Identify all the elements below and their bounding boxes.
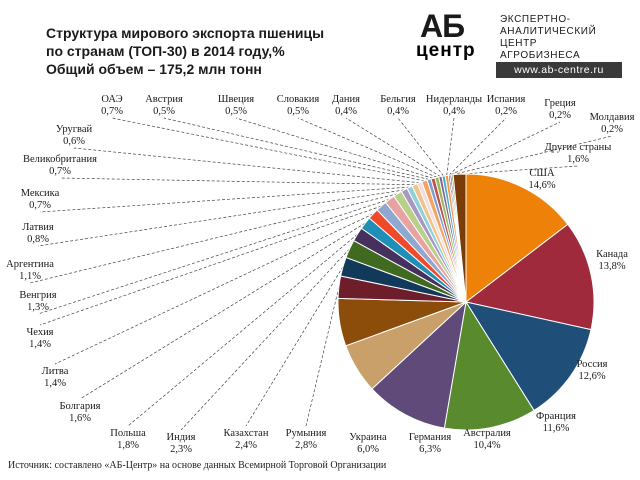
slice-label-value-24: 0,5% [287,106,309,117]
leader-line-22 [164,118,429,179]
slice-label-value-5: 10,4% [473,440,501,451]
leader-line-15 [38,199,390,314]
slice-label-value-2: 13,8% [598,261,626,272]
leader-line-23 [236,118,433,178]
slice-label-value-11: 1,8% [117,440,139,451]
slice-label-name-9: Казахстан [223,428,269,439]
slice-label-value-19: 0,7% [49,166,71,177]
slice-label-name-13: Литва [41,366,69,377]
logo-line-2: АНАЛИТИЧЕСКИЙ [500,26,597,37]
leader-line-12 [80,223,365,399]
slice-label-value-15: 1,3% [27,302,49,313]
slice-label-name-25: Дания [332,94,360,105]
slice-label-name-24: Словакия [276,94,320,105]
slice-label-name-14: Чехия [26,327,54,338]
leader-line-19 [60,178,415,185]
leader-line-24 [298,118,437,177]
logo-url: www.ab-centre.ru [496,62,622,78]
slice-label-value-16: 1,1% [19,271,41,282]
slice-label-name-28: Испания [486,94,526,105]
slice-label-value-23: 0,5% [225,106,247,117]
slice-label-value-12: 1,6% [69,413,91,424]
slice-label-name-3: Россия [576,359,608,370]
slice-label-value-4: 11,6% [542,423,570,434]
slice-label-value-20: 0,6% [63,136,85,147]
slice-label-value-26: 0,4% [387,106,409,117]
slice-label-value-8: 2,8% [295,440,317,451]
leader-line-13 [55,214,373,364]
slice-label-value-13: 1,4% [44,378,66,389]
leader-line-18 [40,187,410,212]
slice-label-value-21: 0,7% [101,106,123,117]
leader-line-11 [128,234,357,426]
title-line-1: Структура мирового экспорта пшеницы [46,25,325,41]
leader-line-28 [449,118,506,175]
leader-line-14 [40,206,381,325]
slice-label-name-31: Другие страны [544,142,612,153]
slice-label-name-2: Канада [596,249,628,260]
logo-line-4: АГРОБИЗНЕСА [500,50,581,61]
slice-label-name-8: Румыния [285,428,327,439]
slice-label-value-14: 1,4% [29,339,51,350]
logo-mark-sub: центр [416,40,476,61]
slice-label-value-22: 0,5% [153,106,175,117]
slice-label-name-12: Болгария [59,401,101,412]
slice-label-value-17: 0,8% [27,234,49,245]
slice-label-value-18: 0,7% [29,200,51,211]
source-note: Источник: составлено «АБ-Центр» на основе данных Всемирной Торговой Организации [8,460,387,471]
slice-label-name-4: Франция [536,411,576,422]
slice-label-name-11: Польша [110,428,146,439]
slice-label-name-22: Австрия [145,94,183,105]
slice-label-name-20: Уругвай [55,124,93,135]
slice-label-value-30: 0,2% [601,124,623,135]
logo-line-1: ЭКСПЕРТНО- [500,14,571,25]
slice-label-value-9: 2,4% [235,440,257,451]
slice-label-name-18: Мексика [20,188,60,199]
slice-label-name-19: Великобритания [23,154,97,165]
slice-label-name-15: Венгрия [19,290,57,301]
leader-line-21 [112,118,424,181]
slice-label-value-7: 6,0% [357,444,379,455]
leader-line-29 [451,122,560,175]
leader-line-8 [306,287,339,426]
slice-label-value-31: 1,6% [567,154,589,165]
logo-line-3: ЦЕНТР [500,38,538,49]
slice-label-name-23: Швеция [217,94,255,105]
slice-label-value-6: 6,3% [419,444,441,455]
slice-label-value-10: 2,3% [170,444,192,455]
slice-label-name-6: Германия [408,432,452,443]
slice-label-value-29: 0,2% [549,110,571,121]
slice-label-name-10: Индия [166,432,196,443]
slice-label-name-16: Аргентина [6,259,54,270]
slice-label-name-17: Латвия [22,222,54,233]
leader-line-27 [447,118,454,175]
slice-label-name-5: Австралия [463,428,511,439]
slice-label-name-26: Бельгия [380,94,416,105]
title-line-3: Общий объем – 175,2 млн тонн [46,61,262,77]
leader-line-26 [398,118,444,176]
slice-label-value-3: 12,6% [578,371,606,382]
leader-line-10 [181,249,350,430]
slice-label-value-1: 14,6% [528,180,556,191]
slice-label-name-27: Нидерланды [425,94,483,105]
slice-label-name-7: Украина [349,432,387,443]
slice-label-name-1: США [529,168,555,179]
slice-label-name-29: Греция [544,98,576,109]
slice-label-value-25: 0,4% [335,106,357,117]
slice-label-name-21: ОАЭ [101,94,123,105]
pie-slices [338,174,594,430]
title-line-2: по странам (ТОП-30) в 2014 году,% [46,43,285,59]
leader-line-31 [460,166,578,174]
slice-label-value-27: 0,4% [443,106,465,117]
leader-line-17 [38,190,404,246]
slice-label-name-30: Молдавия [589,112,635,123]
logo-mark-ab: АБ [420,8,465,44]
slice-label-value-28: 0,2% [495,106,517,117]
leader-line-9 [246,267,343,426]
